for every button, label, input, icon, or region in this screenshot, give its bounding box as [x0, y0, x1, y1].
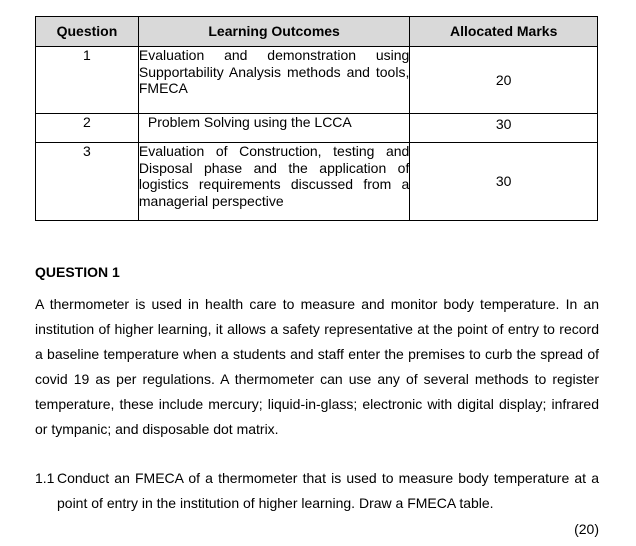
question-number-cell: 1: [36, 47, 139, 114]
header-allocated-marks: Allocated Marks: [410, 17, 598, 47]
question-number-cell: 2: [36, 114, 139, 143]
question-1-heading: QUESTION 1: [35, 264, 120, 280]
allocated-marks-cell: 30: [410, 143, 598, 221]
table-row: [36, 114, 598, 143]
table-row: [36, 47, 598, 114]
sub-question-text: Conduct an FMECA of a thermometer that is used to measure body temperature at a point of entry in the institution of higher learning. Draw a FMECA table.: [57, 470, 599, 511]
allocated-marks-cell: 20: [410, 47, 598, 114]
question-number-cell: 3: [36, 143, 139, 221]
sub-question-1-1: [35, 466, 599, 516]
allocated-marks-cell: 30: [410, 114, 598, 143]
sub-question-number: 1.1: [35, 470, 55, 486]
table-header-row: [36, 17, 598, 47]
learning-outcomes-table: [35, 16, 598, 221]
learning-outcome-cell: Evaluation and demonstration using Supportability Analysis methods and tools, FMECA: [138, 47, 409, 114]
header-learning-outcomes: Learning Outcomes: [138, 17, 409, 47]
table-row: [36, 143, 598, 221]
learning-outcome-cell: Problem Solving using the LCCA: [138, 114, 409, 143]
sub-question-marks: (20): [574, 521, 599, 537]
question-1-paragraph: A thermometer is used in health care to measure and monitor body temperature. In an institution of higher learning, it allows a safety representative at the point of entry to record a baseline temperature when a students and staff enter the premises to curb the spread of covid 19 as per regulations. A thermometer can use any of several methods to register temperature, these include mercury; liquid-in-glass; electronic with digital display; infrared or tympanic; and disposable dot matrix.: [35, 296, 599, 437]
learning-outcome-cell: Evaluation of Construction, testing and Disposal phase and the application of logistics requirements discussed from a managerial perspective: [138, 143, 409, 221]
header-question: Question: [36, 17, 139, 47]
